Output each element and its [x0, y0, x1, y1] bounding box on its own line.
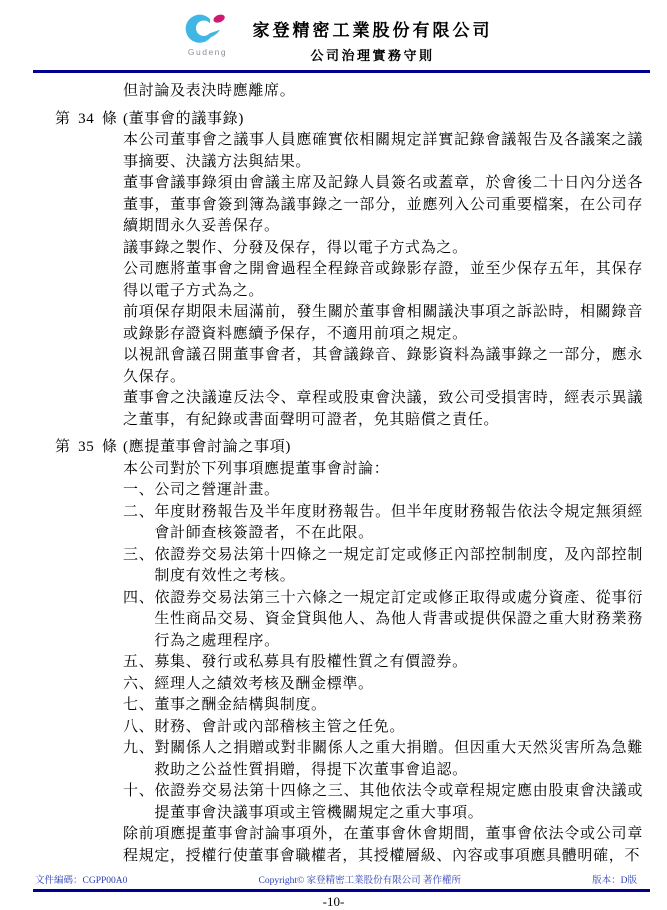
gudeng-logo	[175, 12, 241, 57]
copyright-notice: Copyright© 家登精密工業股份有限公司 著作權所	[258, 876, 461, 886]
paragraph: 除前項應提董事會討論事項外，在董事會休會期間，董事會依法令或公司章程規定，授權行使董事會職權者，其授權層級、內容或事項應具體明確，不	[123, 826, 643, 864]
article	[55, 109, 643, 432]
article-title: (應提董事會討論之事項)	[123, 439, 292, 455]
article-heading	[55, 109, 643, 131]
page-header	[0, 0, 667, 73]
paragraph: 董事會議事錄須由會議主席及記錄人員簽名或蓋章，於會後二十日內分送各董事，董事會簽到簿為議事錄之一部分，並應列入公司重要檔案，在公司存續期間永久妥善保存。	[123, 175, 643, 234]
paragraph: 公司應將董事會之開會過程全程錄音或錄影存證，並至少保存五年，其保存得以電子方式為之。	[123, 261, 643, 299]
gudeng-logo-icon	[177, 12, 239, 46]
company-name: 家登精密工業股份有限公司	[252, 21, 493, 40]
brand-block	[0, 12, 667, 64]
page-number: -10-	[322, 894, 345, 909]
document-title: 公司治理實務守則	[310, 48, 435, 63]
list-item: 六、經理人之績效考核及酬金標準。	[123, 675, 374, 692]
paragraph: 以視訊會議召開董事會者，其會議錄音、錄影資料為議事錄之一部分，應永久保存。	[123, 347, 643, 385]
page-footer	[0, 872, 667, 910]
list-item: 五、募集、發行或私募具有股權性質之有價證券。	[123, 654, 468, 670]
list-item: 十、依證券交易法第十四條之三、其他依法令或章程規定應由股東會決議或提董事會決議事項或主管機關規定之重大事項。	[123, 783, 643, 821]
paragraph: 前項保存期限未屆滿前，發生關於董事會相關議決事項之訴訟時，相關錄音或錄影存證資料應續予保存，不適用前項之規定。	[123, 304, 643, 342]
list-item: 三、依證券交易法第十四條之一規定訂定或修正內部控制制度，及內部控制制度有效性之考核。	[123, 546, 643, 584]
footer-meta	[35, 872, 637, 886]
list-item: 二、年度財務報告及半年度財務報告。但半年度財務報告依法令規定無須經會計師查核簽證者，不在此限。	[123, 503, 643, 541]
article-heading	[55, 437, 643, 459]
list-item: 四、依證券交易法第三十六條之一規定訂定或修正取得或處分資產、從事衍生性商品交易、資金貸與他人、為他人背書或提供保證之重大財務業務行為之處理程序。	[123, 589, 643, 649]
header-titles	[253, 16, 493, 64]
article-title: (董事會的議事錄)	[123, 110, 245, 127]
paragraph: 本公司董事會之議事人員應確實依相關規定詳實記錄會議報告及各議案之議事摘要、決議方法與結果。	[123, 132, 643, 170]
list-item: 七、董事之酬金結構與制度。	[123, 697, 327, 713]
paragraph: 本公司對於下列事項應提董事會討論：	[123, 460, 390, 477]
article-number: 第 34 條	[55, 110, 118, 127]
footer-rule	[33, 889, 650, 892]
list-item: 九、對關係人之捐贈或對非關係人之重大捐贈。但因重大天然災害所為急難救助之公益性質捐贈，得提下次董事會追認。	[123, 740, 643, 778]
document-body	[55, 81, 643, 867]
document-code: 文件編碼：CGPP00A0	[35, 876, 128, 886]
version-label: 版本：D版	[592, 876, 637, 886]
paragraph: 議事錄之製作、分發及保存，得以電子方式為之。	[123, 239, 468, 256]
logo-brand-text: Gudeng	[187, 47, 228, 57]
list-item: 八、財務、會計或內部稽核主管之任免。	[123, 718, 406, 735]
list-item: 一、公司之營運計畫。	[123, 482, 280, 498]
paragraph: 董事會之決議違反法令、章程或股東會決議，致公司受損害時，經表示異議之董事，有紀錄或書面聲明可證者，免其賠償之責任。	[123, 390, 643, 428]
article-number: 第 35 條	[55, 439, 118, 455]
header-rule	[33, 70, 650, 73]
carryover-line: 但討論及表決時應離席。	[123, 83, 296, 99]
article	[55, 437, 643, 867]
